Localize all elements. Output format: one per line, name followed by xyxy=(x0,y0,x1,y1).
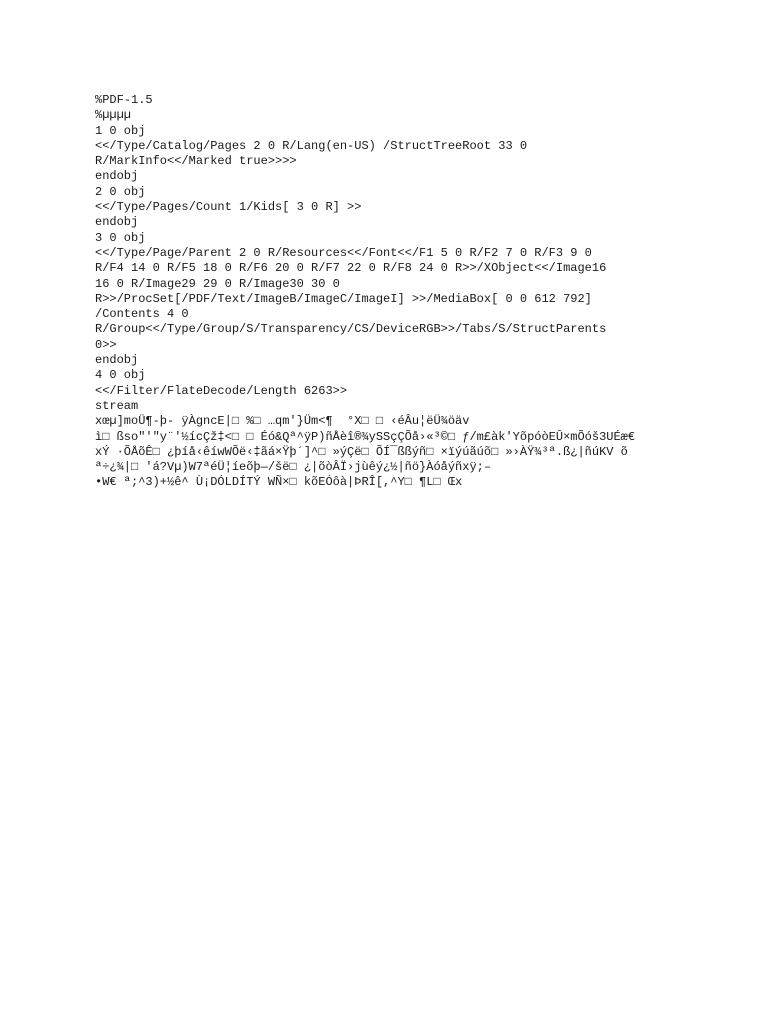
text-line: R/F4 14 0 R/F5 18 0 R/F6 20 0 R/F7 22 0 R/F8 24 0 R>>/XObject<</Image16 xyxy=(95,261,607,276)
text-line: %PDF-1.5 xyxy=(95,93,153,107)
text-line: 16 0 R/Image29 29 0 R/Image30 30 0 xyxy=(95,276,340,291)
text-line: ª÷¿¾|□ 'á?Vµ)W7ªéÜ¦íeõþ—/šë□ ¿|õòÂÏ›jùêý¿½|ñö}Àóåýñxÿ;– xyxy=(95,460,492,475)
text-line: stream xyxy=(95,398,139,413)
text-line: 3 0 obj xyxy=(95,230,146,245)
text-line: xÝ ·ÕÅõÊ□ ¿þíå‹êíwWÕë‹‡ãá×Ÿþ´]^□ »ýÇë□ ÕÍ¯ßßýñ□ ×ïýúãúõ□ »›ÀŸ¾³ª.ß¿|ñúKV õ xyxy=(95,444,628,459)
pdf-source-text xyxy=(95,93,755,491)
text-line: 4 0 obj xyxy=(95,368,146,383)
text-line: R/MarkInfo<</Marked true>>>> xyxy=(95,154,297,169)
text-line: R>>/ProcSet[/PDF/Text/ImageB/ImageC/ImageI] >>/MediaBox[ 0 0 612 792] xyxy=(95,291,592,306)
text-line: R/Group<</Type/Group/S/Transparency/CS/DeviceRGB>>/Tabs/S/StructParents xyxy=(95,322,607,337)
text-line: ì□ ßso"'"y¨'½ícÇž‡<□ □ Éó&Qª^ÿP)ñÅèî®¾ySSçÇÕå›«³©□ ƒ/m£àk'YõpóòEÛ×mÕóš3UÉæ€ xyxy=(95,429,636,444)
text-line: xœµ]moÜ¶-þ- ÿÀgncE|□ %□ …qm'}Üm<¶ °X□ □ ‹éÂu¦ëÜ¾öäv xyxy=(95,414,470,429)
text-line: 0>> xyxy=(95,337,117,352)
text-line: <</Filter/FlateDecode/Length 6263>> xyxy=(95,383,348,398)
text-line: endobj xyxy=(95,215,139,230)
text-line: <</Type/Catalog/Pages 2 0 R/Lang(en-US) /StructTreeRoot 33 0 xyxy=(95,138,528,153)
text-line: <</Type/Page/Parent 2 0 R/Resources<</Font<</F1 5 0 R/F2 7 0 R/F3 9 0 xyxy=(95,245,592,260)
text-line: endobj xyxy=(95,353,139,368)
text-line: •W€ ª;^3)+½ê^ Ù¡DÓLDÍTÝ WÑ×□ kõEÓôà|ÞRÎ[,^Y□ ¶L□ Œx xyxy=(95,475,463,490)
text-line: <</Type/Pages/Count 1/Kids[ 3 0 R] >> xyxy=(95,200,362,215)
text-line: 2 0 obj xyxy=(95,184,146,199)
text-line: %µµµµ xyxy=(95,108,132,123)
text-line: /Contents 4 0 xyxy=(95,307,189,322)
text-line: endobj xyxy=(95,169,139,184)
text-line: 1 0 obj xyxy=(95,123,146,138)
